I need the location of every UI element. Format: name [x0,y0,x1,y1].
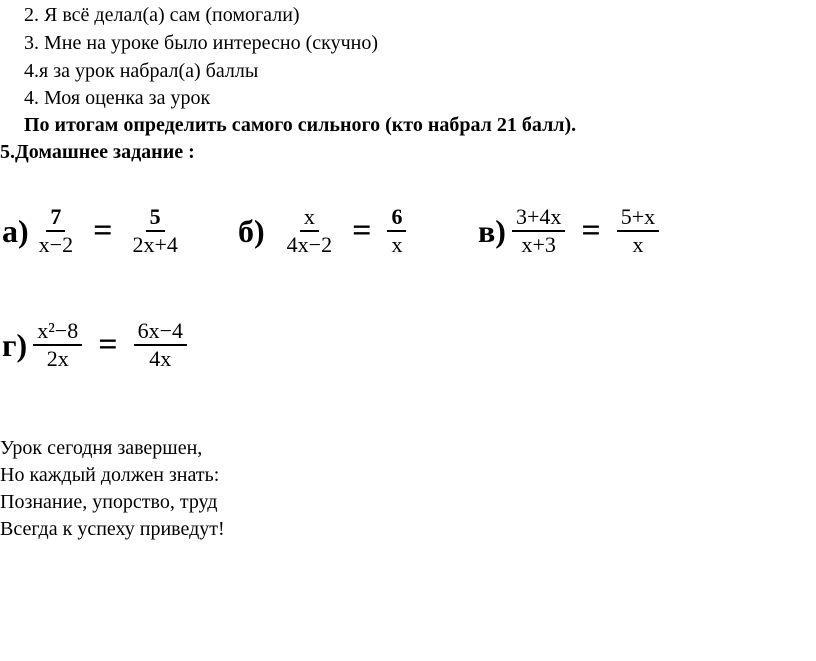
equation-label: в) [478,213,506,249]
equals-sign: = [581,212,601,249]
right-fraction [128,204,181,258]
left-fraction [512,204,565,258]
denominator: 2x [46,346,69,371]
right-fraction [134,318,187,372]
left-fraction [283,204,336,258]
equation-a [2,204,188,258]
left-fraction [33,318,82,372]
right-fraction [387,204,406,258]
numerator: 5 [149,204,161,229]
equation-b [238,204,412,258]
denominator: x [391,232,403,257]
equation-label: б) [238,213,265,249]
reflection-line-3: 3. Мне на уроке было интересно (скучно) [24,32,379,54]
denominator: 2x+4 [132,232,178,257]
reflection-line-4a: 4.я за урок набрал(а) баллы [24,60,259,82]
equals-sign: = [98,326,118,363]
numerator: x [300,204,319,232]
poem-line-1: Урок сегодня завершен, [0,437,203,459]
numerator: 5+x [617,204,659,232]
reflection-line-2: 2. Я всё делал(а) сам (помогали) [24,4,300,26]
poem-line-3: Познание, упорство, труд [0,491,218,513]
denominator: 4x [149,346,172,371]
numerator: 3+4x [512,204,565,232]
denominator: 4x−2 [286,232,333,257]
denominator: x−2 [38,232,74,257]
numerator: 7 [50,204,62,229]
homework-title: 5.Домашнее задание : [0,141,195,163]
left-fraction [35,204,77,258]
equation-label: а) [2,213,29,249]
denominator: x [632,232,644,257]
denominator: x+3 [521,232,556,257]
equation-v [478,204,665,258]
numerator: 6x−4 [134,318,187,346]
equation-label: г) [2,327,28,363]
poem-line-2: Но каждый должен знать: [0,464,220,486]
equation-g [2,318,193,372]
poem-line-4: Всегда к успеху приведут! [0,518,225,540]
equals-sign: = [93,212,113,249]
reflection-line-4b: 4. Моя оценка за урок [24,87,211,109]
numerator: 6 [391,204,403,229]
summary-line: По итогам определить самого сильного (кто набрал 21 балл). [24,114,577,136]
numerator: x²−8 [33,318,82,346]
right-fraction [617,204,659,258]
equals-sign: = [352,212,372,249]
